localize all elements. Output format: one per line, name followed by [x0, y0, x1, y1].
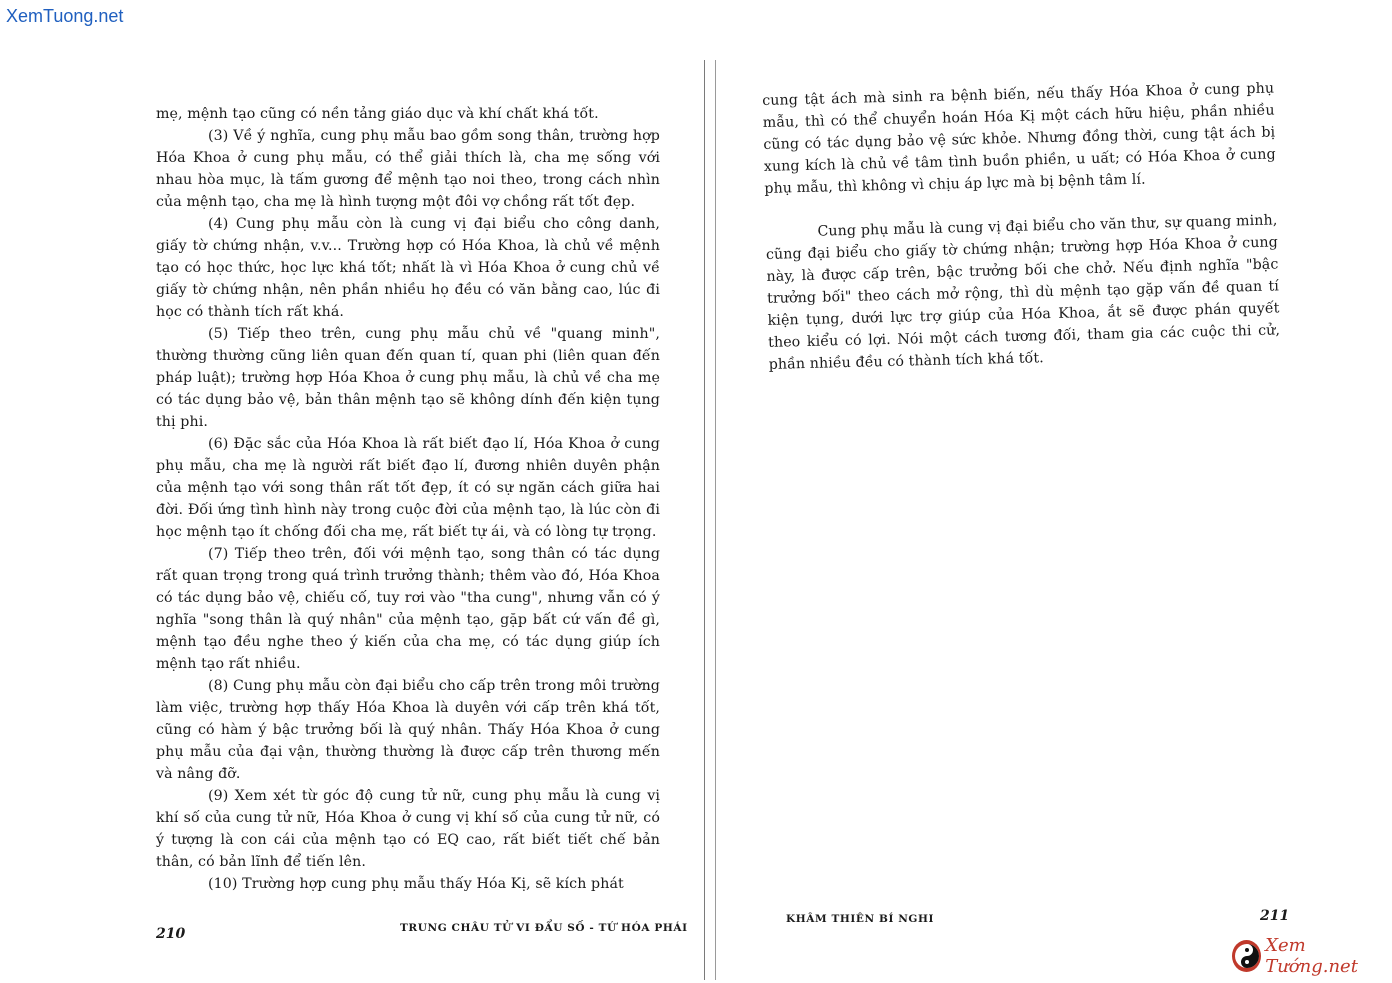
- watermark-text: Xem Tướng.net: [1265, 935, 1358, 977]
- paragraph: (5) Tiếp theo trên, cung phụ mẫu chủ về "quang minh", thường thường cũng liên quan đến quan tí, quan phi (liên quan đến pháp luật); trường hợp Hóa Khoa ở cung phụ mẫu, là chủ về cha mẹ có tác dụng bảo vệ, bản thân mệnh tạo sẽ không dính đến kiện tụng thị phi.: [156, 326, 660, 430]
- paragraph: (4) Cung phụ mẫu còn là cung vị đại biểu cho công danh, giấy tờ chứng nhận, v.v... Trường hợp có Hóa Khoa, là chủ về mệnh tạo có học thức, học lực khá tốt; nhất là vì Hóa Khoa ở cung chủ về giấy tờ chứng nhận, nên phần nhiều họ đều có văn bằng cao, lúc đi học có thành tích rất khá.: [156, 216, 660, 320]
- paragraph: (6) Đặc sắc của Hóa Khoa là rất biết đạo lí, Hóa Khoa ở cung phụ mẫu, cha mẹ là người rất biết đạo lí, đương nhiên duyên phận của mệnh tạo với song thân rất tốt đẹp, ít có sự ngăn cách giữa hai đời. Đối ứng tình hình này trong cuộc đời của mệnh tạo, là lúc còn đi học mệnh tạo ít chống đối cha mẹ, rất biết tự ái, và có lòng tự trọng.: [156, 436, 660, 540]
- watermark-logo: [1232, 935, 1392, 977]
- yin-yang-icon: [1232, 940, 1261, 972]
- paragraph: (7) Tiếp theo trên, đối với mệnh tạo, song thân có tác dụng rất quan trọng trong quá trình trưởng thành; thêm vào đó, Hóa Khoa có tác dụng bảo vệ, chiếu cố, tuy rơi vào "tha cung", nhưng vẫn có ý nghĩa "song thân là quý nhân" của mệnh tạo, gặp bất cứ vấn đề gì, mệnh tạo đều nghe theo ý kiến của cha mẹ, có tác dụng giúp ích mệnh tạo rất nhiều.: [156, 546, 660, 672]
- paragraph: (9) Xem xét từ góc độ cung tử nữ, cung phụ mẫu là cung vị khí số của cung tử nữ, Hóa Khoa ở cung vị khí số của cung tử nữ, có ý tượng là con cái của mệnh tạo có EQ cao, rất biết tiết chế bản thân, có bản lĩnh để tiến lên.: [156, 788, 660, 870]
- paragraph: Cung phụ mẫu là cung vị đại biểu cho văn thư, sự quang minh, cũng đại biểu cho giấy tờ chứng nhận; trường hợp Hóa Khoa ở cung này, là được cấp trên, bậc trưởng bối che chở. Nếu định nghĩa "bậc trưởng bối" theo cách mở rộng, thì dù mệnh tạo gặp vấn đề quan tí kiện tụng, dưới lực trợ giúp của Hóa Khoa, ắt sẽ được phán quyết theo kiểu có lợi. Nói một cách tương đối, tham gia các cuộc thi cử, phần nhiều đều có thành tích khá tốt.: [765, 212, 1281, 373]
- paragraph: cung tật ách mà sinh ra bệnh biến, nếu thấy Hóa Khoa ở cung phụ mẫu, thì có thể chuyển hoán Hóa Kị một cách hữu hiệu, phần nhiều cũng có tác dụng bảo vệ sức khỏe. Nhưng đồng thời, cung tật ách bị xung kích là chủ về tâm tình buồn phiền, u uất; có Hóa Khoa ở cung phụ mẫu, thì không vì chịu áp lực mà bị bệnh tâm lí.: [762, 80, 1276, 197]
- site-logo[interactable]: XemTuong.net: [6, 6, 124, 26]
- right-page: [762, 77, 1281, 375]
- paragraph: (10) Trường hợp cung phụ mẫu thấy Hóa Kị, sẽ kích phát: [208, 876, 624, 892]
- paragraph: mẹ, mệnh tạo cũng có nền tảng giáo dục và khí chất khá tốt.: [156, 106, 599, 122]
- running-head-left: TRUNG CHÂU TỬ VI ĐẨU SỐ - TỨ HÓA PHÁI: [400, 922, 688, 934]
- page-gutter: [704, 60, 716, 980]
- paragraph: (8) Cung phụ mẫu còn đại biểu cho cấp trên trong môi trường làm việc, trường hợp thấy Hóa Khoa là duyên với cấp trên khá tốt, cũng có hàm ý bậc trưởng bối là quý nhân. Thấy Hóa Khoa ở cung phụ mẫu của đại vận, thường thường là được cấp trên thương mến và nâng đỡ.: [156, 678, 660, 782]
- page-number-left: 210: [156, 926, 186, 942]
- page-number-right: 211: [1260, 908, 1290, 924]
- left-page: [156, 103, 660, 895]
- paragraph: (3) Về ý nghĩa, cung phụ mẫu bao gồm song thân, trường hợp Hóa Khoa ở cung phụ mẫu, có thể giải thích là, cha mẹ sống với nhau hòa mục, là tấm gương để mệnh tạo noi theo, trong cách nhìn của mệnh tạo, cha mẹ là hình tượng một đôi vợ chồng rất tốt đẹp.: [156, 128, 660, 210]
- running-head-right: KHÂM THIÊN BÍ NGHI: [786, 913, 935, 925]
